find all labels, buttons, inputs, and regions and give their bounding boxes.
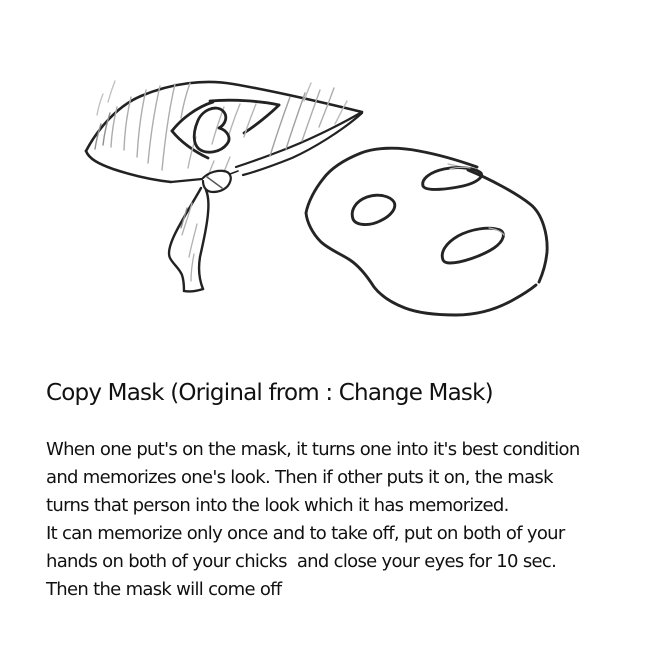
mouth-hole <box>442 228 504 263</box>
knot <box>203 171 238 192</box>
eye-hole-right <box>423 167 482 189</box>
description-line-1: When one put's on the mask, it turns one into it's best condition <box>46 439 580 460</box>
description-line-4: It can memorize only once and to take off, put on both of your <box>46 523 565 544</box>
mask-description <box>46 436 636 604</box>
ribbon <box>169 188 208 291</box>
description-line-3: turns that person into the look which it has memorized. <box>46 495 509 516</box>
description-line-5: hands on both of your chicks and close your eyes for 10 sec. <box>46 551 557 572</box>
page-title: Copy Mask (Original from : Change Mask) <box>46 380 493 406</box>
heart-icon <box>194 108 229 152</box>
tassel-sketch <box>169 171 238 292</box>
folded-mask-sketch <box>86 81 362 182</box>
description-line-2: and memorizes one's look. Then if other puts it on, the mask <box>46 467 553 488</box>
eye-hole-left <box>352 195 395 224</box>
description-line-6: Then the mask will come off <box>46 579 282 600</box>
face-mask-sketch <box>306 148 547 315</box>
